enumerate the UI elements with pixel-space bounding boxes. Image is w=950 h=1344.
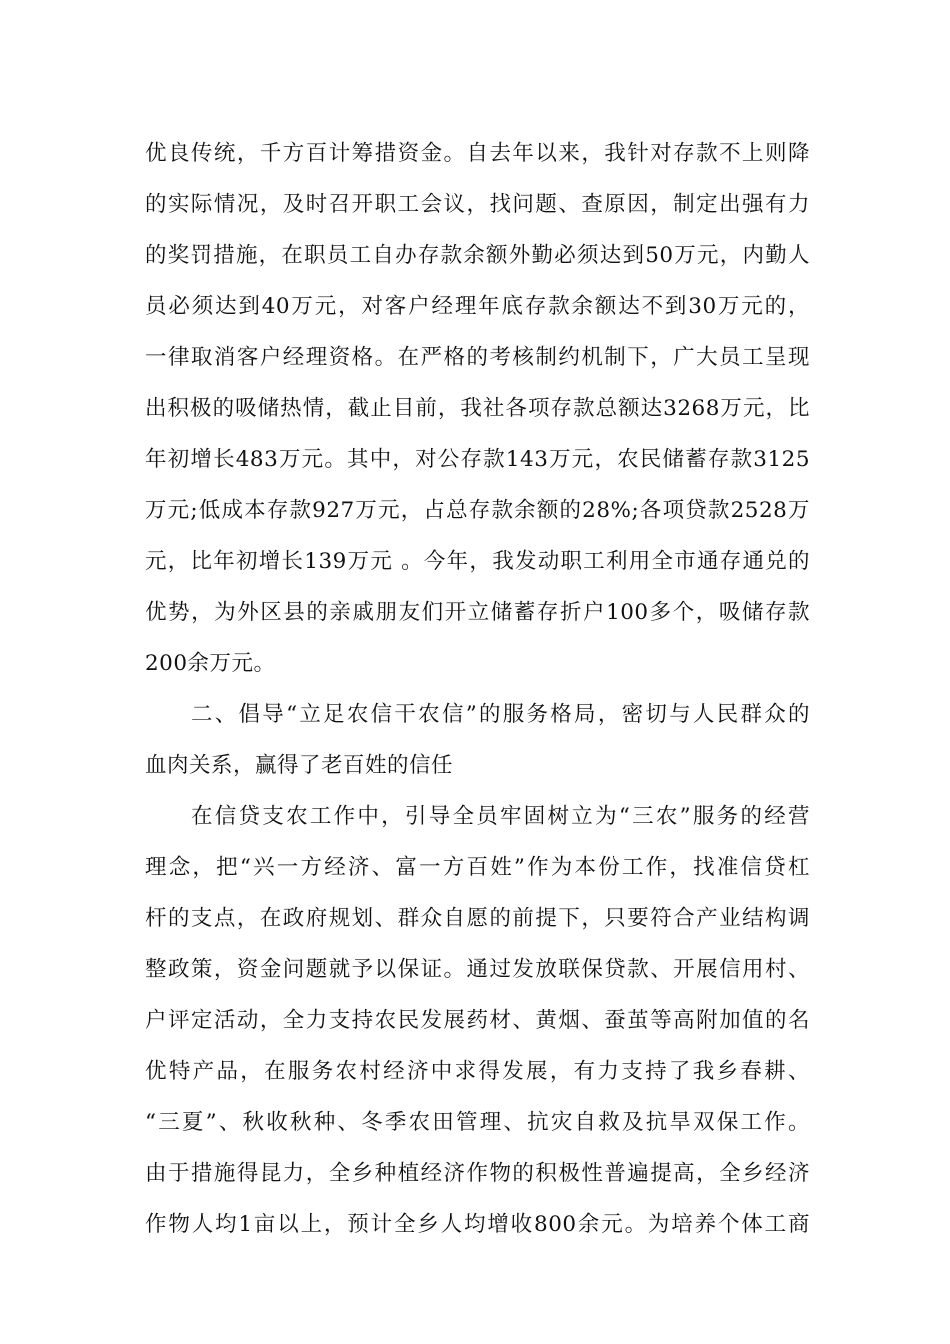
text-line: 由于措施得昆力，全乡种植经济作物的积极性普遍提高，全乡经济 bbox=[145, 1161, 810, 1186]
text-line: 200余万元。 bbox=[145, 651, 276, 676]
text-line: “三夏”、秋收秋种、冬季农田管理、抗灾自救及抗旱双保工作。 bbox=[145, 1110, 810, 1135]
text-line: 出积极的吸储热情，截止目前，我社各项存款总额达3268万元，比 bbox=[145, 396, 810, 421]
text-line: 一律取消客户经理资格。在严格的考核制约机制下，广大员工呈现 bbox=[145, 345, 810, 370]
section-heading-line: 血肉关系，赢得了老百姓的信任 bbox=[145, 753, 454, 778]
body-text bbox=[145, 128, 810, 1250]
text-line: 年初增长483万元。其中，对公存款143万元，农民储蓄存款3125 bbox=[145, 447, 810, 472]
text-line: 元，比年初增长139万元 。今年，我发动职工利用全市通存通兑的 bbox=[145, 549, 810, 574]
text-line: 优良传统，千方百计筹措资金。自去年以来，我针对存款不上则降 bbox=[145, 141, 810, 166]
text-line: 的实际情况，及时召开职工会议，找问题、查原因，制定出强有力 bbox=[145, 192, 810, 217]
text-line: 理念，把“兴一方经济、富一方百姓”作为本份工作，找准信贷杠 bbox=[145, 855, 810, 880]
text-line: 员必须达到40万元，对客户经理年底存款余额达不到30万元的， bbox=[145, 294, 810, 319]
text-line: 优特产品，在服务农村经济中求得发展，有力支持了我乡春耕、 bbox=[145, 1059, 810, 1084]
text-line: 整政策，资金问题就予以保证。通过发放联保贷款、开展信用村、 bbox=[145, 957, 810, 982]
text-line: 杆的支点，在政府规划、群众自愿的前提下，只要符合产业结构调 bbox=[145, 906, 810, 931]
text-line: 的奖罚措施，在职员工自办存款余额外勤必须达到50万元，内勤人 bbox=[145, 243, 810, 268]
section-heading-line: 二、倡导“立足农信干农信”的服务格局，密切与人民群众的 bbox=[191, 702, 810, 727]
text-line: 作物人均1亩以上，预计全乡人均增收800余元。为培养个体工商 bbox=[145, 1212, 810, 1237]
text-line: 优势，为外区县的亲戚朋友们开立储蓄存折户100多个，吸储存款 bbox=[145, 600, 810, 625]
text-line: 万元;低成本存款927万元，占总存款余额的28%;各项贷款2528万 bbox=[145, 498, 810, 523]
text-line: 在信贷支农工作中，引导全员牢固树立为“三农”服务的经营 bbox=[191, 804, 810, 829]
text-line: 户评定活动，全力支持农民发展药材、黄烟、蚕茧等高附加值的名 bbox=[145, 1008, 810, 1033]
